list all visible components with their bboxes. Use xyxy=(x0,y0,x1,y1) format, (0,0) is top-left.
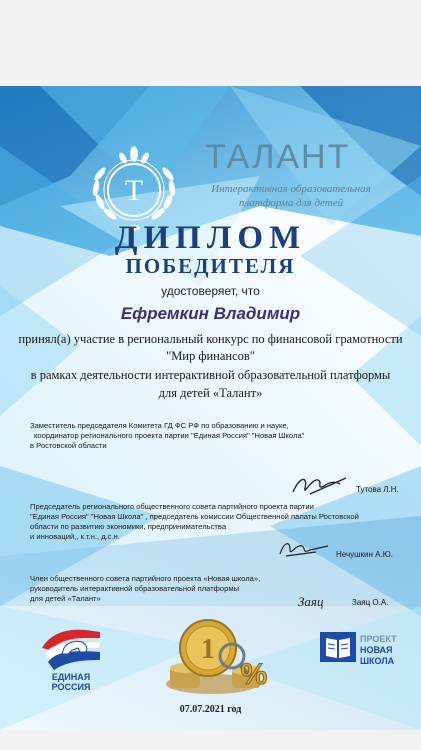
image-bottom-margin xyxy=(0,730,421,750)
contest-name: "Мир финансов" xyxy=(166,349,255,363)
signature-3: Заяц xyxy=(298,594,324,609)
signatory-1-title xyxy=(30,421,304,451)
school-caption-line1: ПРОЕКТ xyxy=(360,634,397,644)
coins-percent-illustration xyxy=(150,614,280,700)
signatory-2-line: Председатель регионального общественного совета партийного проекта партии xyxy=(30,502,314,511)
signatory-3-title xyxy=(30,574,260,604)
signatory-2-line: и инноваций,, к.т.н., д.с.н. xyxy=(30,532,120,541)
platform-name-line: для детей «Талант» xyxy=(158,386,263,400)
signatory-1-name: Тутова Л.Н. xyxy=(356,485,399,494)
signatory-1-line: координатор регионального проекта партии "Единая Россия" "Новая Школа" xyxy=(34,431,305,440)
platform-line: в рамках деятельности интерактивной образовательной платформы xyxy=(30,368,391,382)
signatory-2-name: Нечушкин А.Ю. xyxy=(336,550,394,559)
signatory-3-line: для детей «Талант» xyxy=(30,594,101,603)
certificate-heading: ДИПЛОМ xyxy=(114,220,307,256)
brand-subtitle-line2: платформа для детей xyxy=(238,197,344,209)
signature-2 xyxy=(276,536,332,560)
certifies-text: удостоверяет, что xyxy=(161,284,260,298)
brand-subtitle-line1: Интерактивная образовательная xyxy=(211,183,371,195)
issue-date: 07.07.2021 год xyxy=(179,704,242,715)
signature-1 xyxy=(290,472,350,498)
emblem-letter: T xyxy=(124,174,144,207)
coin-digit: 1 xyxy=(201,634,215,665)
certificate xyxy=(0,86,421,730)
brand-title: ТАЛАНТ xyxy=(205,138,351,176)
image-top-margin xyxy=(0,0,421,86)
united-russia-logo-icon xyxy=(40,618,102,680)
signatory-3-line: Член общественного совета партийного проекта «Новая школа», xyxy=(30,574,261,583)
signatory-3-line: руководитель интерактивной образовательной платформы xyxy=(30,584,240,593)
united-russia-caption xyxy=(40,672,102,692)
brand-subtitle xyxy=(206,182,376,210)
percent-sign: % xyxy=(240,658,268,691)
signatory-1-line: в Ростовской области xyxy=(30,441,107,450)
school-caption-line3: ШКОЛА xyxy=(360,656,395,666)
signatory-1-line: Заместитель председателя Комитета ГД ФС РФ по образованию и науке, xyxy=(30,421,289,430)
new-school-caption xyxy=(360,634,410,667)
signatory-3-name: Заяц О.А. xyxy=(352,598,389,607)
certificate-subheading: ПОБЕДИТЕЛЯ xyxy=(125,254,296,278)
signatory-2-line: области по развитию экономики, предпринимательства xyxy=(30,522,227,531)
school-caption-line2: НОВАЯ xyxy=(360,645,393,655)
new-school-book-icon xyxy=(318,626,358,666)
party-name-line2: РОССИЯ xyxy=(51,682,91,692)
participation-line: принял(а) участие в региональный конкурс по финансовой грамотности xyxy=(18,332,403,346)
party-name-line1: ЕДИНАЯ xyxy=(51,672,91,682)
recipient-name: Ефремкин Владимир xyxy=(120,304,301,323)
signatory-2-line: "Единая Россия" "Новая Школа" , председатель комиссии Общественной палаты Ростовской xyxy=(30,512,359,521)
